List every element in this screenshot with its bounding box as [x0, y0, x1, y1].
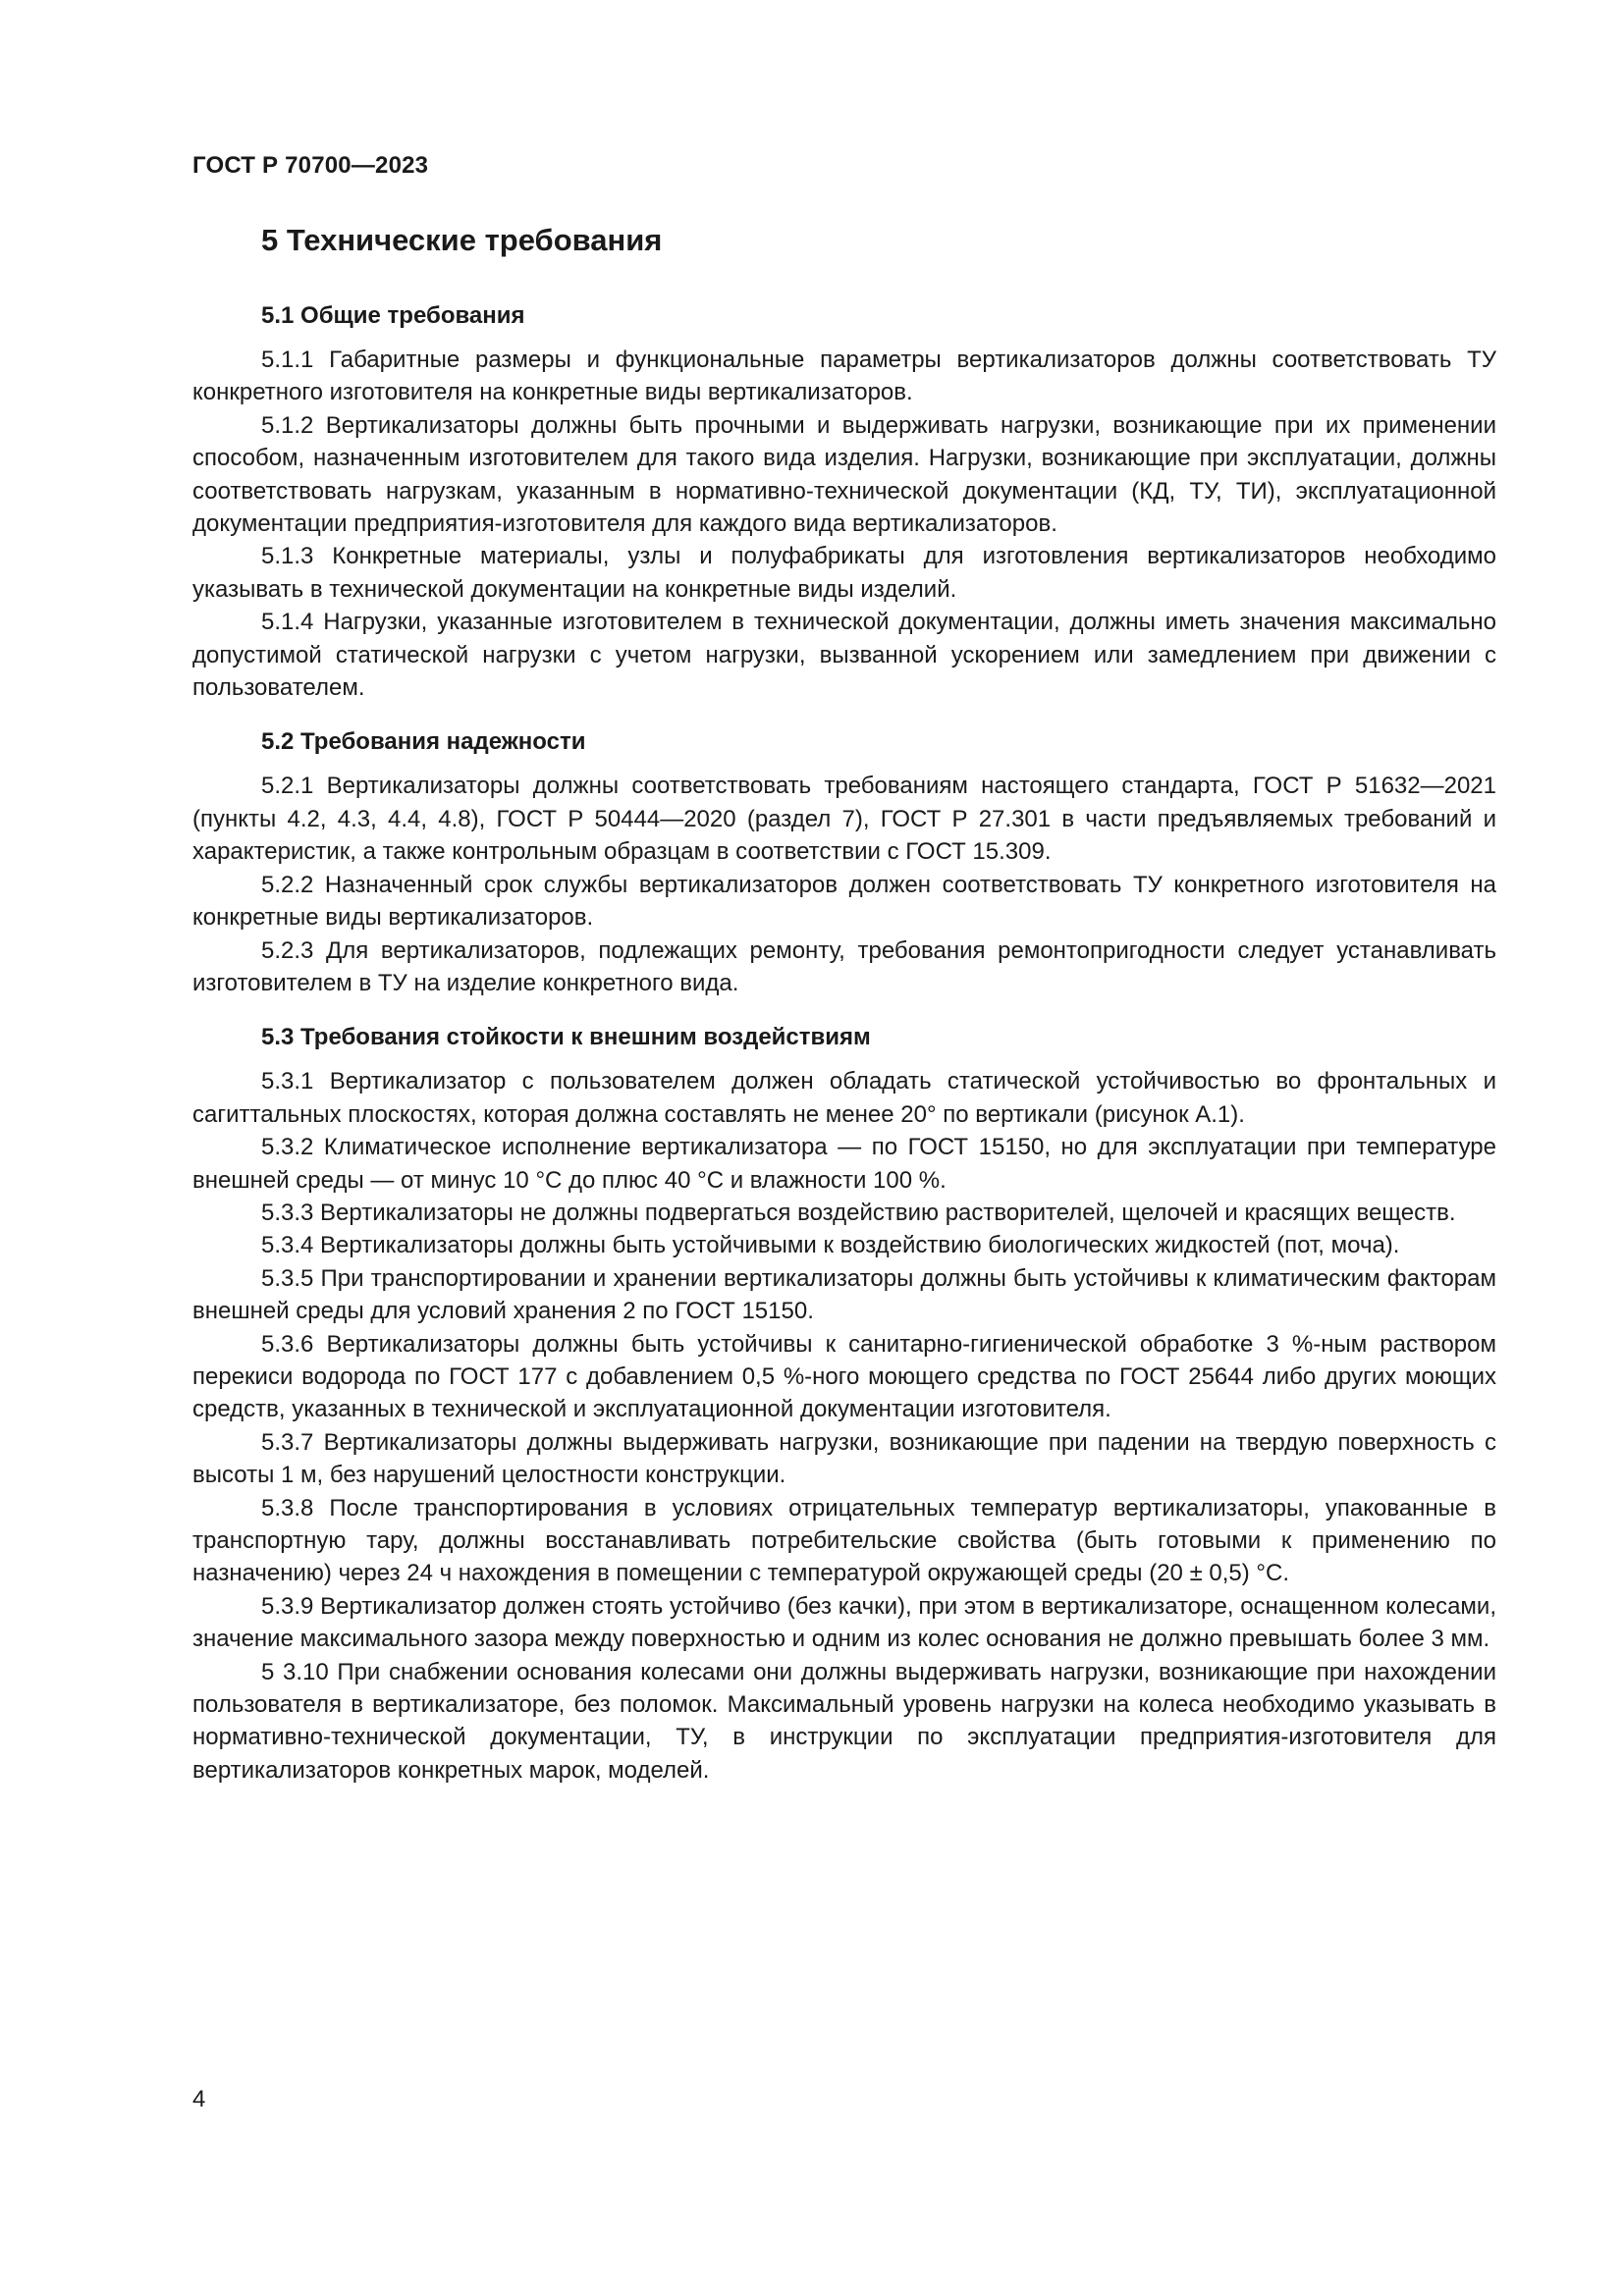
paragraph-5-3-10: 5 3.10 При снабжении основания колесами они должны выдерживать нагрузки, возникающие при нахождении пользователя в вертикализаторе, без поломок. Максимальный уровень нагрузки на колеса необходимо указывать в нормативно-технической документации, ТУ, в инструкции по эксплуатации предприятия-изготовителя для вертикализаторов конкретных марок, моделей. — [192, 1658, 1496, 1784]
subsection-title: 5.2 Требования надежности — [261, 728, 586, 756]
subsection-external-resistance-requirements — [192, 1021, 1496, 1787]
section-gap — [192, 999, 1496, 1021]
section-gap — [192, 704, 1496, 725]
paragraph-5-3-1: 5.3.1 Вертикализатор с пользователем должен обладать статической устойчивостью во фронтальных и сагиттальных плоскостях, которая должна составлять не менее 20° по вертикали (рисунок А.1). — [192, 1068, 1496, 1128]
paragraph-5-2-2: 5.2.2 Назначенный срок службы вертикализаторов должен соответствовать ТУ конкретного изготовителя на конкретные виды вертикализаторов. — [192, 871, 1496, 932]
subsection-reliability-requirements — [192, 725, 1496, 999]
paragraph-5-2-3: 5.2.3 Для вертикализаторов, подлежащих ремонту, требования ремонтопригодности следует устанавливать изготовителем в ТУ на изделие конкретного вида. — [192, 936, 1496, 996]
paragraph-5-3-5: 5.3.5 При транспортировании и хранении вертикализаторы должны быть устойчивы к климатическим факторам внешней среды для условий хранения 2 по ГОСТ 15150. — [192, 1264, 1496, 1325]
section-title: 5 Технические требования — [261, 223, 663, 257]
paragraph-5-2-1: 5.2.1 Вертикализаторы должны соответствовать требованиям настоящего стандарта, ГОСТ Р 51632—2021 (пункты 4.2, 4.3, 4.4, 4.8), ГОСТ Р 50444—2020 (раздел 7), ГОСТ Р 27.301 в части предъявляемых требований и характеристик, а также контрольным образцам в соответствии с ГОСТ 15.309. — [192, 773, 1496, 866]
page-content — [192, 221, 1496, 1787]
paragraph-5-1-4: 5.1.4 Нагрузки, указанные изготовителем в технической документации, должны иметь значения максимально допустимой статической нагрузки с учетом нагрузки, вызванной ускорением или замедлением при движении с пользователем. — [192, 609, 1496, 702]
paragraph-5-1-1: 5.1.1 Габаритные размеры и функциональные параметры вертикализаторов должны соответствовать ТУ конкретного изготовителя на конкретные виды вертикализаторов. — [192, 347, 1496, 406]
paragraph-5-3-2: 5.3.2 Климатическое исполнение вертикализатора — по ГОСТ 15150, но для эксплуатации при температуре внешней среды — от минус 10 °С до плюс 40 °С и влажности 100 %. — [192, 1134, 1496, 1194]
subsection-title: 5.3 Требования стойкости к внешним воздействиям — [261, 1024, 871, 1051]
paragraph-5-3-4: 5.3.4 Вертикализаторы должны быть устойчивыми к воздействию биологических жидкостей (пот, моча). — [261, 1232, 1400, 1259]
paragraph-5-3-9: 5.3.9 Вертикализатор должен стоять устойчиво (без качки), при этом в вертикализаторе, оснащенном колесами, значение максимального зазора между поверхностью и одним из колес основания не должно превышать более 3 мм. — [192, 1592, 1496, 1653]
paragraph-5-3-3: 5.3.3 Вертикализаторы не должны подвергаться воздействию растворителей, щелочей и красящих веществ. — [261, 1199, 1456, 1226]
paragraph-5-3-7: 5.3.7 Вертикализаторы должны выдерживать нагрузки, возникающие при падении на твердую поверхность с высоты 1 м, без нарушений целостности конструкции. — [192, 1428, 1496, 1489]
subsection-general-requirements — [192, 299, 1496, 704]
document-code-header: ГОСТ Р 70700—2023 — [192, 152, 429, 179]
page-number: 4 — [192, 2086, 206, 2112]
paragraph-5-1-3: 5.1.3 Конкретные материалы, узлы и полуфабрикаты для изготовления вертикализаторов необходимо указывать в технической документации на конкретные виды изделий. — [192, 543, 1496, 603]
paragraph-5-3-6: 5.3.6 Вертикализаторы должны быть устойчивы к санитарно-гигиенической обработке 3 %-ным раствором перекиси водорода по ГОСТ 177 с добавлением 0,5 %-ного моющего средства по ГОСТ 25644 либо других моющих средств, указанных в технической и эксплуатационной документации изготовителя. — [192, 1330, 1496, 1423]
paragraph-5-3-8: 5.3.8 После транспортирования в условиях отрицательных температур вертикализаторы, упакованные в транспортную тару, должны восстанавливать потребительские свойства (быть готовыми к применению по назначению) через 24 ч нахождения в помещении с температурой окружающей среды (20 ± 0,5) °С. — [192, 1494, 1496, 1587]
subsection-title: 5.1 Общие требования — [261, 302, 525, 329]
paragraph-5-1-2: 5.1.2 Вертикализаторы должны быть прочными и выдерживать нагрузки, возникающие при их применении способом, назначенным изготовителем для такого вида изделия. Нагрузки, возникающие при эксплуатации, должны соответствовать нагрузкам, указанным в нормативно-технической документации (КД, ТУ, ТИ), эксплуатационной документации предприятия-изготовителя для каждого вида вертикализаторов. — [192, 411, 1496, 538]
